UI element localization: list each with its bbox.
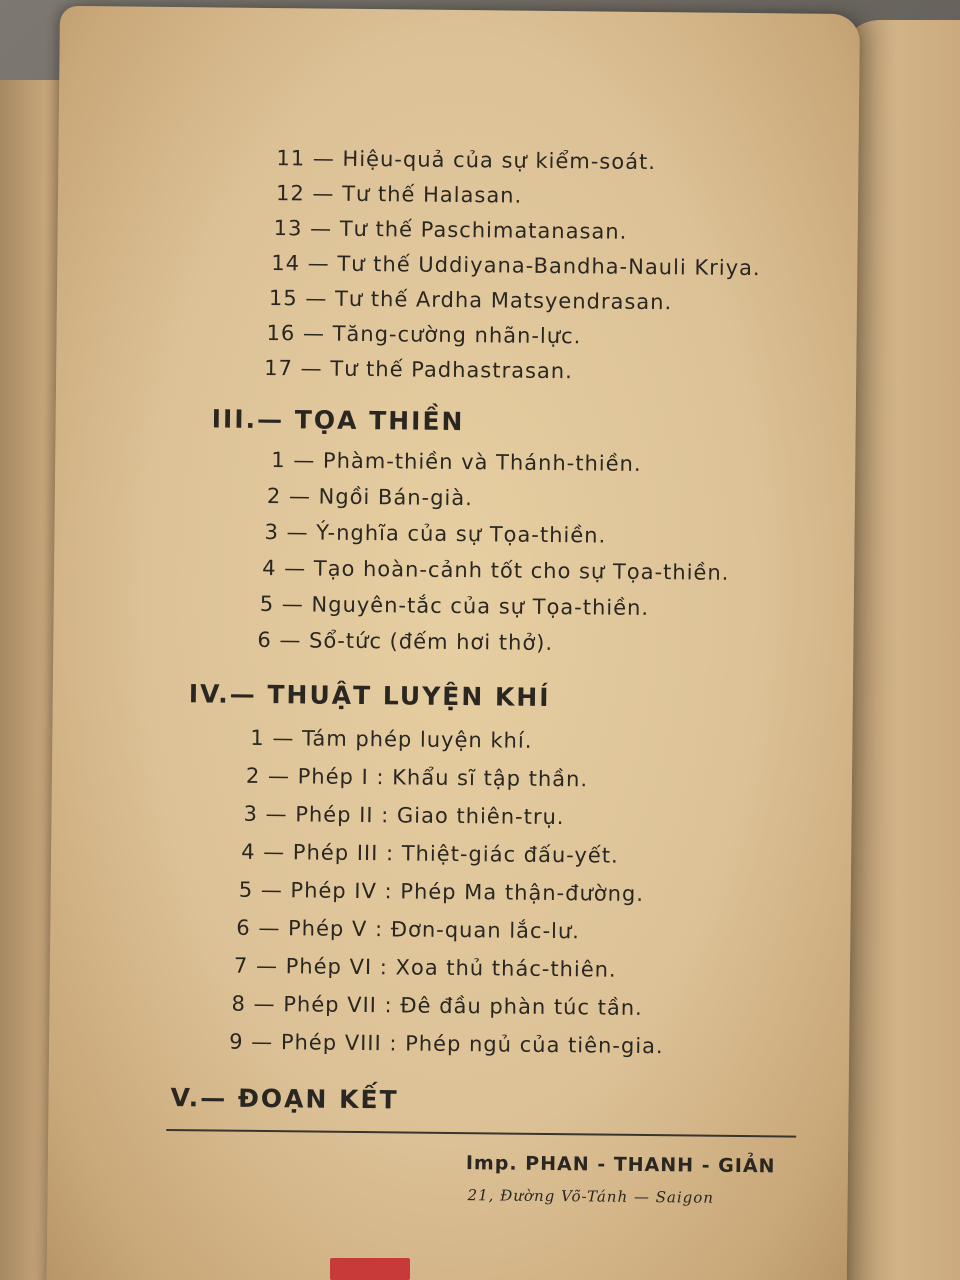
toc-item: 17 — Tư thế Padhastrasan.	[264, 355, 573, 384]
toc-item: 4 — Phép III : Thiệt-giác đấu-yết.	[241, 839, 619, 868]
red-bookmark	[330, 1258, 410, 1280]
toc-item: 2 — Ngồi Bán-già.	[266, 484, 473, 511]
section-heading-toa-thien: III.— TỌA THIỀN	[211, 404, 465, 437]
toc-item: 2 — Phép I : Khẩu sĩ tập thần.	[245, 763, 589, 792]
toc-item: 9 — Phép VIII : Phép ngủ của tiên-gia.	[229, 1029, 664, 1059]
book-page	[47, 6, 860, 1280]
section-heading-luyen-khi: IV.— THUẬT LUYỆN KHÍ	[188, 679, 551, 712]
toc-item: 13 — Tư thế Paschimatanasan.	[273, 216, 628, 244]
toc-item: 1 — Phàm-thiền và Thánh-thiền.	[271, 448, 642, 476]
toc-item: 11 — Hiệu-quả của sự kiểm-soát.	[276, 146, 657, 175]
toc-item: 8 — Phép VII : Đê đầu phàn túc tần.	[231, 991, 643, 1020]
toc-item: 14 — Tư thế Uddiyana-Bandha-Nauli Kriya.	[271, 251, 761, 281]
divider-rule	[166, 1129, 796, 1138]
section-heading-doan-ket: V.— ĐOẠN KẾT	[170, 1083, 399, 1115]
toc-item: 5 — Nguyên-tắc của sự Tọa-thiền.	[259, 591, 650, 621]
toc-item: 4 — Tạo hoàn-cảnh tốt cho sự Tọa-thiền.	[262, 555, 730, 585]
toc-item: 1 — Tám phép luyện khí.	[250, 725, 533, 753]
toc-item: 6 — Phép V : Đơn-quan lắc-lư.	[236, 915, 581, 944]
toc-item: 5 — Phép IV : Phép Ma thận-đường.	[238, 877, 645, 906]
toc-item: 6 — Sổ-tức (đếm hơi thở).	[257, 627, 554, 656]
toc-item: 3 — Phép II : Giao thiên-trụ.	[243, 801, 565, 830]
toc-item: 15 — Tư thế Ardha Matsyendrasan.	[268, 286, 673, 315]
toc-item: 3 — Ý-nghĩa của sự Tọa-thiền.	[264, 519, 607, 548]
printer-address: 21, Đường Võ-Tánh — Saigon	[467, 1186, 715, 1207]
toc-item: 12 — Tư thế Halasan.	[275, 181, 523, 208]
toc-item: 16 — Tăng-cường nhãn-lực.	[266, 320, 582, 349]
right-page-edge	[840, 20, 960, 1280]
printer-name: Imp. PHAN - THANH - GIẢN	[465, 1152, 776, 1178]
toc-item: 7 — Phép VI : Xoa thủ thác-thiên.	[233, 953, 617, 982]
table-of-contents	[47, 6, 860, 1264]
